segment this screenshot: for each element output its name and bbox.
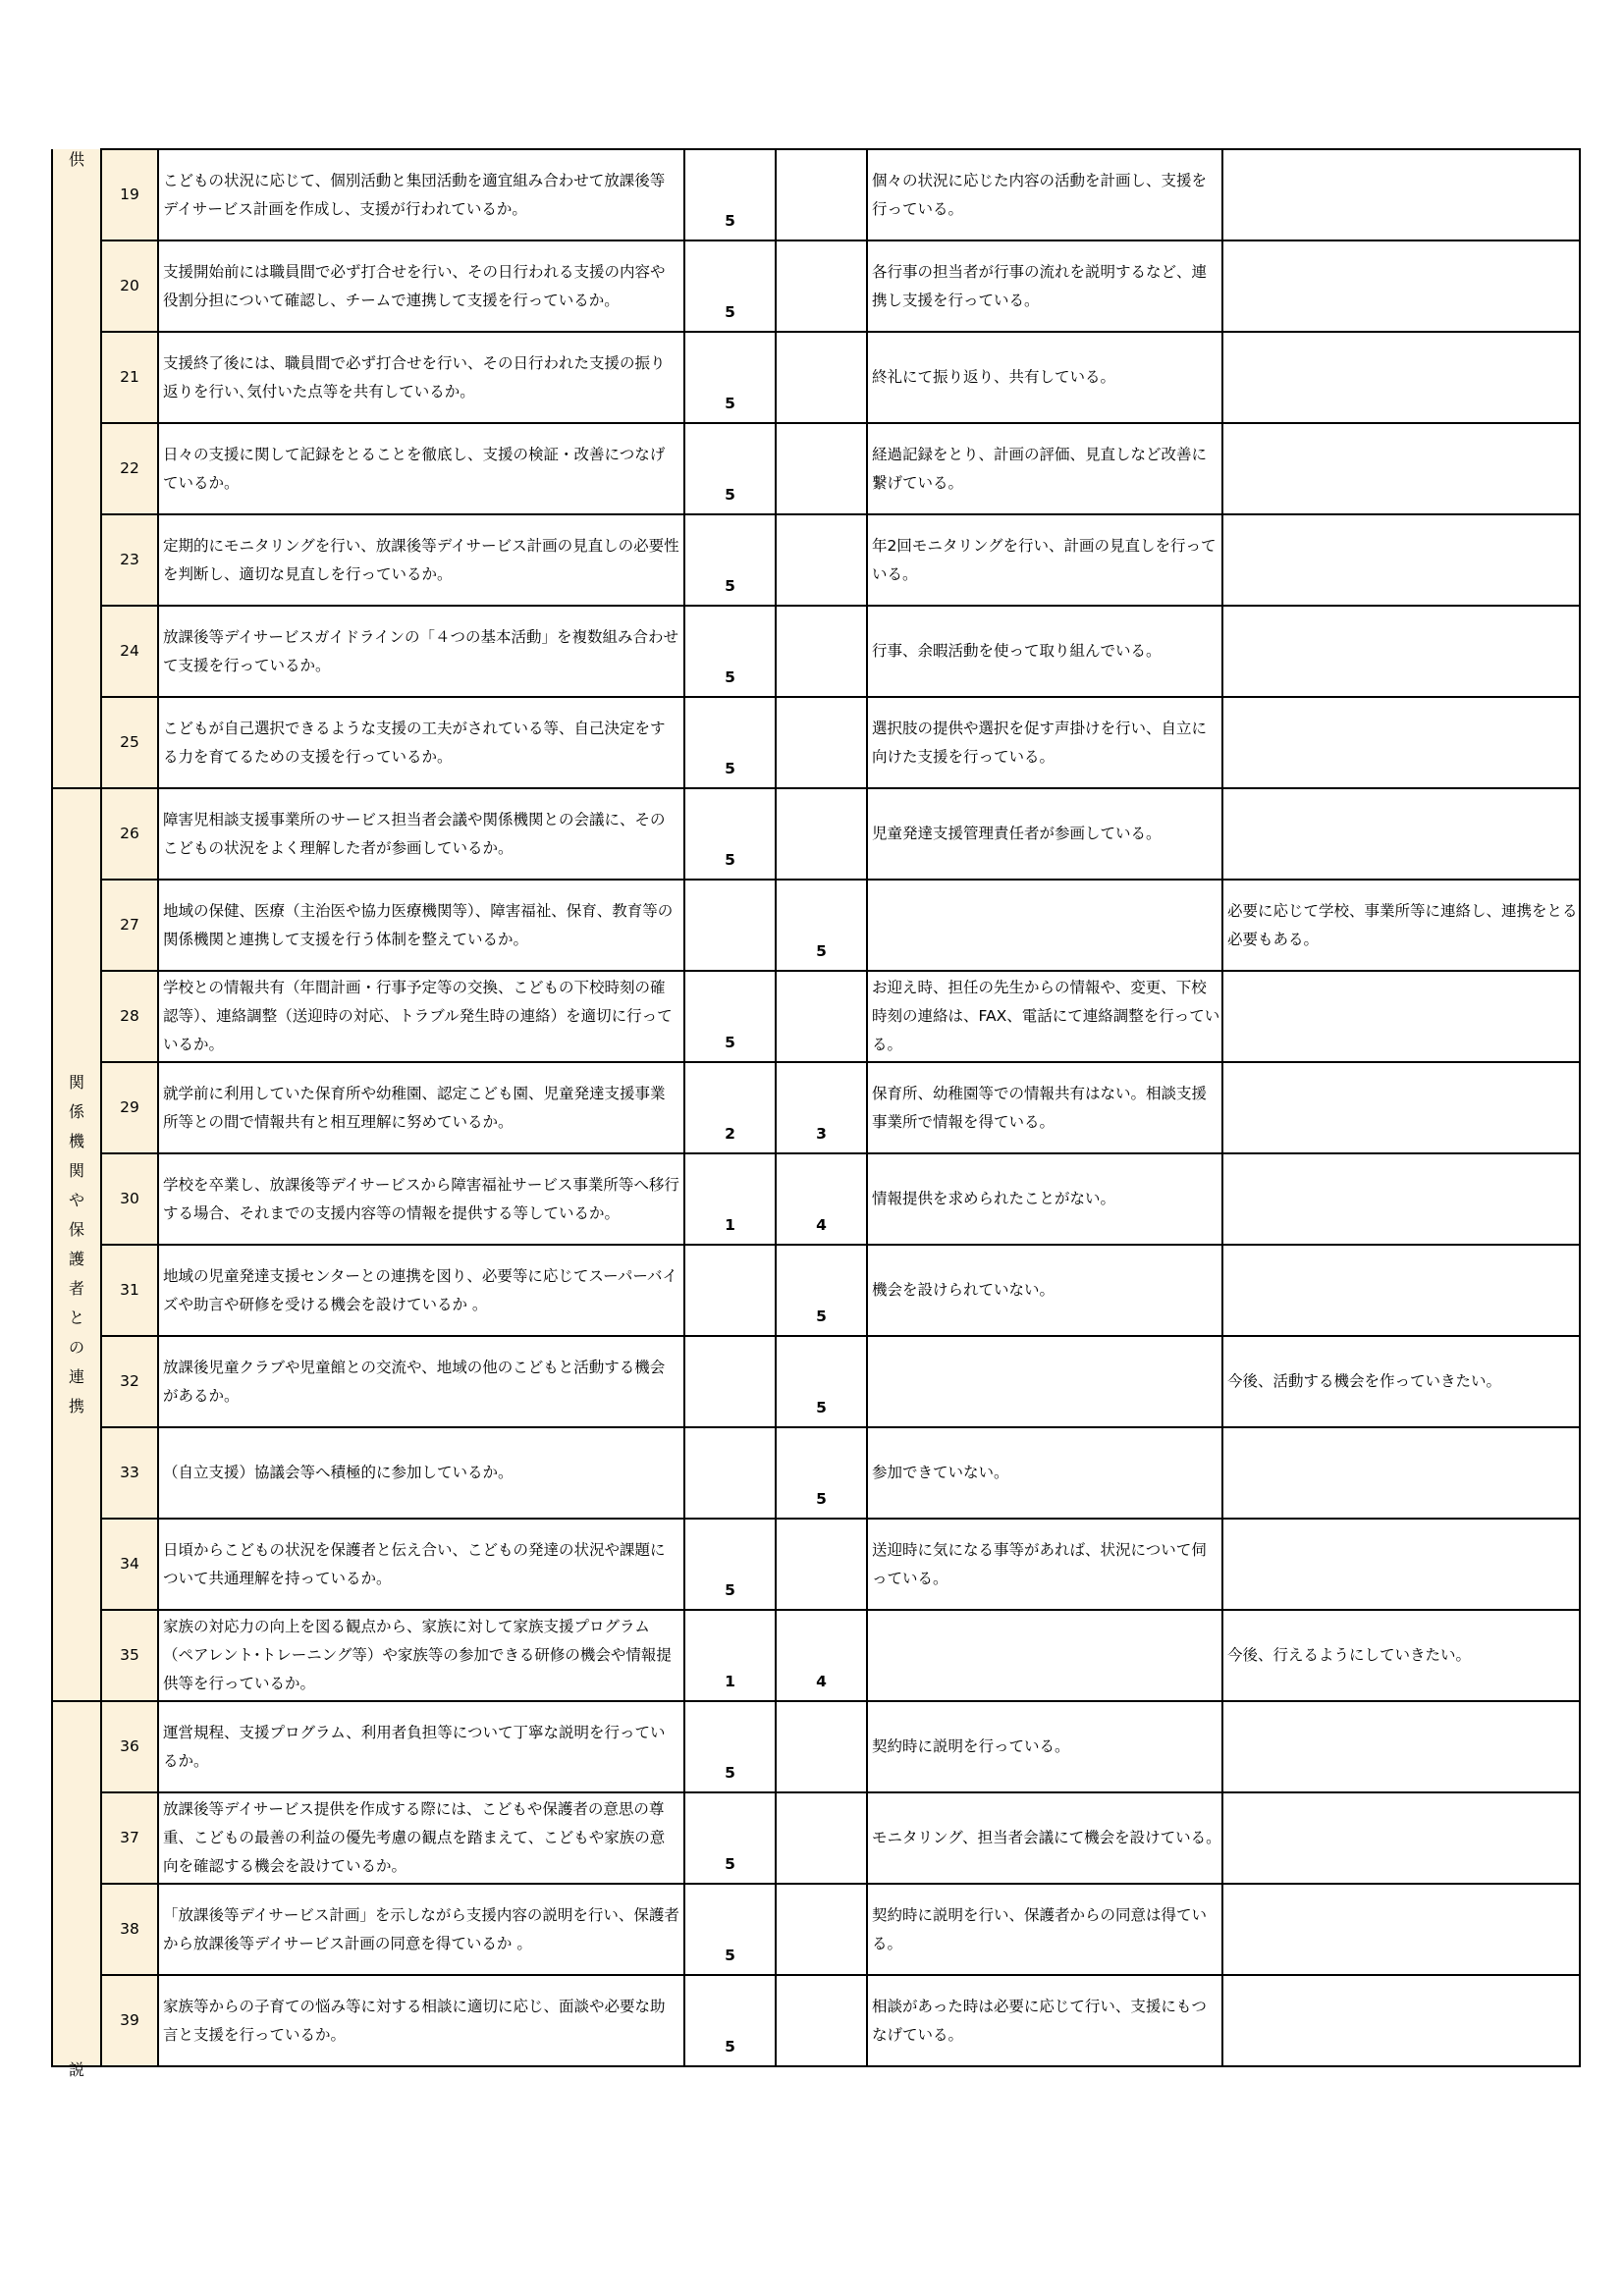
improvement-comment (1222, 971, 1580, 1062)
yes-count (684, 1153, 776, 1245)
no-count (776, 1610, 867, 1701)
improvement-comment (1222, 1245, 1580, 1336)
no-count (776, 1792, 867, 1884)
item-question (158, 1245, 684, 1336)
no-count (776, 971, 867, 1062)
item-question (158, 240, 684, 332)
item-number-text: 26 (120, 825, 139, 842)
item-question-text: 支援開始前には職員間で必ず打合せを行い、その日行われる支援の内容や役割分担について確認し、チームで連携して支援を行っているか。 (163, 262, 666, 309)
item-number (101, 1336, 158, 1427)
evaluation-comment-text: 選択肢の提供や選択を促す声掛けを行い、自立に向けた支援を行っている。 (872, 719, 1208, 766)
yes-count (684, 1884, 776, 1975)
yes-count (684, 880, 776, 971)
no-count-text: 4 (816, 1216, 827, 1234)
evaluation-comment (867, 1062, 1222, 1153)
yes-count-text (685, 1422, 775, 1426)
table-row (52, 1245, 1580, 1336)
table-row (52, 1519, 1580, 1610)
evaluation-comment-text: 児童発達支援管理責任者が参画している。 (872, 825, 1162, 842)
item-number (101, 1153, 158, 1245)
yes-count (684, 1975, 776, 2066)
evaluation-comment (867, 149, 1222, 240)
item-number (101, 880, 158, 971)
item-number (101, 1701, 158, 1792)
table-row (52, 1701, 1580, 1792)
yes-count-text (685, 1514, 775, 1518)
item-question (158, 971, 684, 1062)
yes-count (684, 1701, 776, 1792)
no-count (776, 149, 867, 240)
item-question (158, 332, 684, 423)
item-number-text: 36 (120, 1737, 139, 1755)
improvement-comment (1222, 1153, 1580, 1245)
evaluation-comment-text: 参加できていない。 (872, 1464, 1009, 1481)
item-number-text: 29 (120, 1098, 139, 1116)
item-number (101, 240, 158, 332)
evaluation-comment (867, 1153, 1222, 1245)
improvement-comment (1222, 423, 1580, 514)
yes-count-text: 5 (725, 1855, 735, 1873)
yes-count (684, 1427, 776, 1519)
item-number-text: 39 (120, 2011, 139, 2029)
item-number-text: 20 (120, 277, 139, 294)
category-label-top: 供 (68, 150, 84, 169)
no-count-text: 3 (816, 1125, 827, 1143)
item-number (101, 1884, 158, 1975)
no-count (776, 788, 867, 880)
item-question (158, 1792, 684, 1884)
item-question-text: 就学前に利用していた保育所や幼稚園、認定こども園、児童発達支援事業所等との間で情報共有と相互理解に努めているか。 (163, 1084, 666, 1131)
no-count-text: 5 (816, 1399, 827, 1416)
evaluation-comment-text: お迎え時、担任の先生からの情報や、変更、下校時刻の連絡は、FAX、電話にて連絡調整を行っている。 (872, 979, 1220, 1053)
item-number (101, 1427, 158, 1519)
yes-count (684, 1792, 776, 1884)
yes-count (684, 332, 776, 423)
no-count (776, 1245, 867, 1336)
no-count-text (777, 327, 866, 331)
improvement-comment (1222, 1792, 1580, 1884)
no-count (776, 880, 867, 971)
evaluation-comment (867, 1336, 1222, 1427)
table-row (52, 423, 1580, 514)
no-count-text: 5 (816, 1490, 827, 1508)
no-count-text (777, 783, 866, 787)
item-question (158, 1062, 684, 1153)
item-question-text: こどもの状況に応じて、個別活動と集団活動を適宜組み合わせて放課後等デイサービス計画を作成し、支援が行われているか。 (163, 171, 666, 218)
item-number (101, 1610, 158, 1701)
table-row (52, 1153, 1580, 1245)
yes-count (684, 240, 776, 332)
improvement-comment (1222, 1884, 1580, 1975)
yes-count (684, 149, 776, 240)
evaluation-comment-text: 終礼にて振り返り、共有している。 (872, 368, 1116, 386)
yes-count (684, 788, 776, 880)
item-question (158, 514, 684, 606)
item-number-text: 37 (120, 1829, 139, 1846)
table-row (52, 697, 1580, 788)
item-question (158, 1427, 684, 1519)
item-number-text: 30 (120, 1190, 139, 1207)
improvement-comment (1222, 788, 1580, 880)
yes-count (684, 697, 776, 788)
no-count (776, 1975, 867, 2066)
improvement-comment (1222, 332, 1580, 423)
item-number-text: 33 (120, 1464, 139, 1481)
improvement-comment (1222, 1701, 1580, 1792)
item-question-text: 学校を卒業し、放課後等デイサービスから障害福祉サービス事業所等へ移行する場合、それまでの支援内容等の情報を提供する等しているか。 (163, 1175, 679, 1222)
no-count (776, 332, 867, 423)
item-number-text: 28 (120, 1007, 139, 1025)
no-count (776, 1519, 867, 1610)
table-row (52, 606, 1580, 697)
item-question-text: こどもが自己選択できるような支援の工夫がされている等、自己決定をする力を育てるための支援を行っているか。 (163, 719, 666, 766)
yes-count-text: 5 (725, 1947, 735, 1964)
category-cell-cooperation (52, 788, 101, 1701)
table-row (52, 1884, 1580, 1975)
yes-count (684, 1519, 776, 1610)
improvement-comment-text: 今後、活動する機会を作っていきたい。 (1227, 1372, 1502, 1390)
no-count-text: 4 (816, 1673, 827, 1690)
yes-count-text: 1 (725, 1673, 735, 1690)
no-count-text (777, 1057, 866, 1061)
evaluation-comment (867, 697, 1222, 788)
evaluation-comment (867, 1884, 1222, 1975)
improvement-comment (1222, 606, 1580, 697)
no-count (776, 697, 867, 788)
item-question-text: 日頃からこどもの状況を保護者と伝え合い、こどもの発達の状況や課題について共通理解を持っているか。 (163, 1540, 666, 1587)
table-row (52, 1792, 1580, 1884)
yes-count-text: 5 (725, 1581, 735, 1599)
no-count (776, 1153, 867, 1245)
yes-count-text: 5 (725, 486, 735, 504)
item-number (101, 1519, 158, 1610)
yes-count-text: 5 (725, 577, 735, 595)
table-row (52, 1336, 1580, 1427)
item-question-text: 家族等からの子育ての悩み等に対する相談に適切に応じ、面談や必要な助言と支援を行っているか。 (163, 1997, 666, 2044)
item-question-text: 定期的にモニタリングを行い、放課後等デイサービス計画の見直しの必要性を判断し、適切な見直しを行っているか。 (163, 536, 679, 583)
improvement-comment-text: 必要に応じて学校、事業所等に連絡し、連携をとる必要もある。 (1227, 901, 1578, 948)
item-number-text: 27 (120, 916, 139, 934)
yes-count (684, 1610, 776, 1701)
no-count-text (777, 509, 866, 513)
item-number (101, 1792, 158, 1884)
improvement-comment (1222, 697, 1580, 788)
yes-count (684, 1245, 776, 1336)
no-count-text (777, 2061, 866, 2065)
improvement-comment (1222, 240, 1580, 332)
yes-count-text: 5 (725, 668, 735, 686)
yes-count (684, 423, 776, 514)
table-row (52, 971, 1580, 1062)
table-row (52, 1062, 1580, 1153)
no-count-text (777, 418, 866, 422)
evaluation-comment-text: 保育所、幼稚園等での情報共有はない。相談支援事業所で情報を得ている。 (872, 1084, 1208, 1131)
evaluation-comment-text: 送迎時に気になる事等があれば、状況について伺っている。 (872, 1540, 1207, 1587)
evaluation-comment-text: モニタリング、担当者会議にて機会を設けている。 (872, 1829, 1221, 1846)
evaluation-comment (867, 1975, 1222, 2066)
yes-count-text: 5 (725, 1764, 735, 1782)
item-number (101, 1975, 158, 2066)
evaluation-comment-text: 各行事の担当者が行事の流れを説明するなど、連携し支援を行っている。 (872, 262, 1208, 309)
item-number (101, 697, 158, 788)
no-count-text (777, 601, 866, 605)
item-question (158, 149, 684, 240)
yes-count-text: 5 (725, 395, 735, 412)
item-number-text: 31 (120, 1281, 139, 1299)
item-question (158, 1884, 684, 1975)
item-number (101, 606, 158, 697)
evaluation-comment-text: 個々の状況に応じた内容の活動を計画し、支援を行っている。 (872, 171, 1208, 218)
item-question-text: 地域の児童発達支援センターとの連携を図り、必要等に応じてスーパーバイズや助言や研修を受ける機会を設けているか 。 (163, 1266, 678, 1313)
item-number-text: 21 (120, 368, 139, 386)
yes-count (684, 606, 776, 697)
item-number (101, 1062, 158, 1153)
evaluation-comment (867, 788, 1222, 880)
item-question (158, 1701, 684, 1792)
no-count (776, 1427, 867, 1519)
no-count-text (777, 692, 866, 696)
category-label-bottom: 説 (68, 2060, 84, 2079)
evaluation-comment (867, 1701, 1222, 1792)
category-cell-support (52, 149, 101, 788)
improvement-comment (1222, 1975, 1580, 2066)
table-row (52, 788, 1580, 880)
evaluation-comment-text: 契約時に説明を行っている。 (872, 1737, 1070, 1755)
item-number-text: 24 (120, 642, 139, 660)
evaluation-comment-text: 経過記録をとり、計画の評価、見直しなど改善に繋げている。 (872, 445, 1208, 492)
improvement-comment (1222, 1519, 1580, 1610)
evaluation-comment (867, 606, 1222, 697)
yes-count (684, 1336, 776, 1427)
no-count-text (777, 1879, 866, 1883)
table-row (52, 149, 1580, 240)
table-row (52, 880, 1580, 971)
improvement-comment (1222, 1062, 1580, 1153)
yes-count-text: 5 (725, 303, 735, 321)
no-count (776, 1062, 867, 1153)
improvement-comment (1222, 1427, 1580, 1519)
evaluation-comment (867, 1792, 1222, 1884)
evaluation-comment-text: 機会を設けられていない。 (872, 1281, 1056, 1299)
item-number (101, 332, 158, 423)
improvement-comment (1222, 514, 1580, 606)
no-count-text: 5 (816, 942, 827, 960)
yes-count (684, 1062, 776, 1153)
table-row (52, 240, 1580, 332)
no-count (776, 514, 867, 606)
item-number-text: 19 (120, 186, 139, 203)
table-row (52, 514, 1580, 606)
no-count-text (777, 1788, 866, 1791)
item-number-text: 38 (120, 1920, 139, 1938)
yes-count-text: 5 (725, 1034, 735, 1051)
item-number-text: 34 (120, 1555, 139, 1573)
item-number (101, 1245, 158, 1336)
yes-count (684, 514, 776, 606)
item-question (158, 697, 684, 788)
item-question-text: 学校との情報共有（年間計画・行事予定等の交換、こどもの下校時刻の確認等）、連絡調整（送迎時の対応、トラブル発生時の連絡）を適切に行っているか。 (163, 979, 673, 1053)
evaluation-comment (867, 1519, 1222, 1610)
no-count-text (777, 1970, 866, 1974)
evaluation-table (51, 148, 1581, 2079)
item-question-text: 支援終了後には、職員間で必ず打合せを行い、その日行われた支援の振り返りを行い､気付いた点等を共有しているか。 (163, 353, 666, 400)
item-number-text: 23 (120, 551, 139, 568)
evaluation-comment-text: 行事、余暇活動を使って取り組んでいる。 (872, 642, 1162, 660)
item-question (158, 423, 684, 514)
no-count-text (777, 1605, 866, 1609)
table-row (52, 1610, 1580, 1701)
evaluation-comment (867, 423, 1222, 514)
evaluation-comment (867, 332, 1222, 423)
yes-count (684, 971, 776, 1062)
item-number (101, 149, 158, 240)
evaluation-comment-text: 年2回モニタリングを行い、計画の見直しを行っている。 (872, 536, 1217, 583)
evaluation-comment-text: 情報提供を求められたことがない。 (872, 1190, 1116, 1207)
item-question (158, 1975, 684, 2066)
yes-count-text (685, 1331, 775, 1335)
no-count-text (777, 236, 866, 240)
evaluation-comment (867, 880, 1222, 971)
item-number (101, 514, 158, 606)
item-question-text: （自立支援）協議会等へ積極的に参加しているか。 (163, 1464, 514, 1481)
yes-count-text: 5 (725, 851, 735, 869)
no-count (776, 606, 867, 697)
table-row (52, 332, 1580, 423)
evaluation-comment (867, 1427, 1222, 1519)
item-question-text: 運営規程、支援プログラム、利用者負担等について丁寧な説明を行っているか。 (163, 1723, 666, 1770)
yes-count-text (685, 966, 775, 970)
yes-count-text: 5 (725, 2038, 735, 2056)
item-number-text: 25 (120, 733, 139, 751)
improvement-comment (1222, 880, 1580, 971)
category-label-cooperation: 関 係 機 関 や 保 護 者 と の 連 携 (68, 1073, 84, 1415)
yes-count-text: 1 (725, 1216, 735, 1234)
item-question-text: 放課後等デイサービス提供を作成する際には、こどもや保護者の意思の尊重、こどもの最善の利益の優先考慮の観点を踏まえて、こどもや家族の意向を確認する機会を設けているか。 (163, 1800, 666, 1875)
evaluation-comment-text: 契約時に説明を行い、保護者からの同意は得ている。 (872, 1905, 1208, 1952)
no-count-text (777, 875, 866, 879)
item-question (158, 1519, 684, 1610)
improvement-comment (1222, 149, 1580, 240)
evaluation-comment (867, 1610, 1222, 1701)
evaluation-comment (867, 514, 1222, 606)
table-row (52, 1975, 1580, 2066)
evaluation-comment (867, 971, 1222, 1062)
no-count (776, 240, 867, 332)
item-question-text: 「放課後等デイサービス計画」を示しながら支援内容の説明を行い、保護者から放課後等デイサービス計画の同意を得ているか 。 (163, 1905, 679, 1952)
category-cell-explanation (52, 1701, 101, 2079)
item-question (158, 1153, 684, 1245)
item-question (158, 788, 684, 880)
evaluation-comment (867, 240, 1222, 332)
no-count (776, 1336, 867, 1427)
item-number-text: 35 (120, 1646, 139, 1664)
item-question (158, 880, 684, 971)
item-number-text: 22 (120, 459, 139, 477)
yes-count-text: 2 (725, 1125, 735, 1143)
item-number (101, 971, 158, 1062)
item-number-text: 32 (120, 1372, 139, 1390)
item-question-text: 放課後等デイサービスガイドラインの「４つの基本活動」を複数組み合わせて支援を行っているか。 (163, 627, 678, 674)
evaluation-comment-text: 相談があった時は必要に応じて行い、支援にもつなげている。 (872, 1997, 1207, 2044)
item-question-text: 障害児相談支援事業所のサービス担当者会議や関係機関との会議に、そのこどもの状況をよく理解した者が参画しているか。 (163, 810, 666, 857)
no-count (776, 1701, 867, 1792)
improvement-comment-text: 今後、行えるようにしていきたい。 (1227, 1646, 1472, 1664)
yes-count-text: 5 (725, 212, 735, 230)
item-question (158, 1610, 684, 1701)
item-question (158, 1336, 684, 1427)
improvement-comment (1222, 1336, 1580, 1427)
item-question-text: 放課後児童クラブや児童館との交流や、地域の他のこどもと活動する機会があるか。 (163, 1358, 666, 1405)
evaluation-comment (867, 1245, 1222, 1336)
item-number (101, 788, 158, 880)
no-count-text: 5 (816, 1308, 827, 1325)
item-question-text: 地域の保健、医療（主治医や協力医療機関等）、障害福祉、保育、教育等の関係機関と連携して支援を行う体制を整えているか。 (163, 901, 674, 948)
item-question (158, 606, 684, 697)
item-question-text: 家族の対応力の向上を図る観点から、家族に対して家族支援プログラム（ペアレント･トレーニング等）や家族等の参加できる研修の機会や情報提供等を行っているか。 (163, 1618, 672, 1692)
table-row (52, 1427, 1580, 1519)
item-question-text: 日々の支援に関して記録をとることを徹底し、支援の検証・改善につなげているか。 (163, 445, 666, 492)
yes-count-text: 5 (725, 760, 735, 777)
no-count (776, 423, 867, 514)
improvement-comment (1222, 1610, 1580, 1701)
item-number (101, 423, 158, 514)
no-count (776, 1884, 867, 1975)
